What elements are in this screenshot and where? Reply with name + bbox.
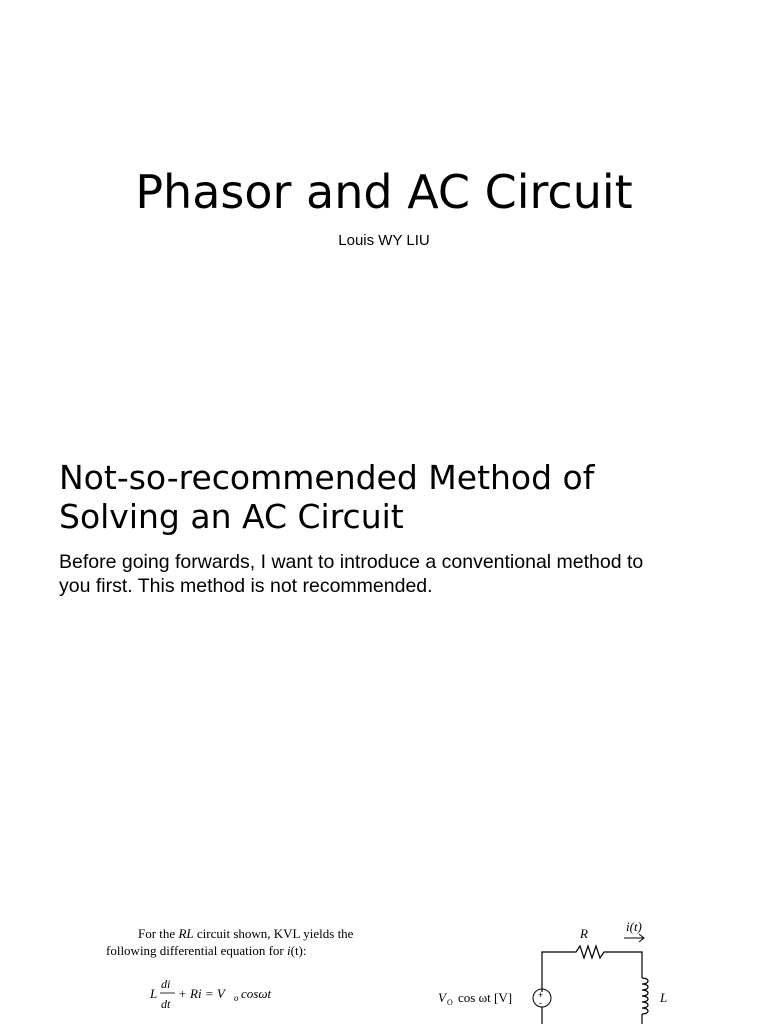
source-plus: + bbox=[538, 990, 544, 1000]
inductor-coil bbox=[642, 978, 648, 1014]
eq-denominator: dt bbox=[161, 997, 171, 1011]
rl-circuit-diagram bbox=[430, 912, 690, 1024]
source-minus: - bbox=[539, 998, 542, 1008]
section-title-line-2: Solving an AC Circuit bbox=[59, 497, 404, 536]
section-title-line-1: Not-so-recommended Method of bbox=[59, 458, 595, 497]
resistor-label: R bbox=[580, 926, 588, 941]
eq-subscript: o bbox=[234, 993, 239, 1003]
figure-caption bbox=[106, 925, 406, 959]
slide-title: Phasor and AC Circuit bbox=[135, 165, 633, 219]
source-label-v: V bbox=[438, 990, 446, 1005]
section-body-line-2: you first. This method is not recommended. bbox=[59, 575, 433, 597]
eq-rest: + Ri = V bbox=[178, 986, 225, 1001]
caption-line-1: For the RL circuit shown, KVL yields the bbox=[138, 926, 354, 941]
eq-numerator: di bbox=[161, 977, 171, 991]
resistor-wire bbox=[542, 946, 642, 992]
section-body bbox=[59, 550, 719, 598]
equation-graphic bbox=[148, 972, 288, 1012]
source-label-subscript: O bbox=[447, 998, 453, 1007]
source-label-rest: cos ωt [V] bbox=[458, 990, 513, 1005]
eq-cos: cosωt bbox=[241, 986, 272, 1001]
caption-line-2: following differential equation for i(t): bbox=[106, 943, 307, 958]
eq-L: L bbox=[150, 986, 158, 1001]
section-title bbox=[59, 458, 739, 536]
inductor-label: L bbox=[660, 990, 668, 1005]
slide-author: Louis WY LIU bbox=[338, 232, 430, 249]
section-body-line-1: Before going forwards, I want to introduce a conventional method to bbox=[59, 551, 644, 573]
current-label: i(t) bbox=[626, 919, 642, 934]
kvl-equation bbox=[148, 972, 288, 1016]
